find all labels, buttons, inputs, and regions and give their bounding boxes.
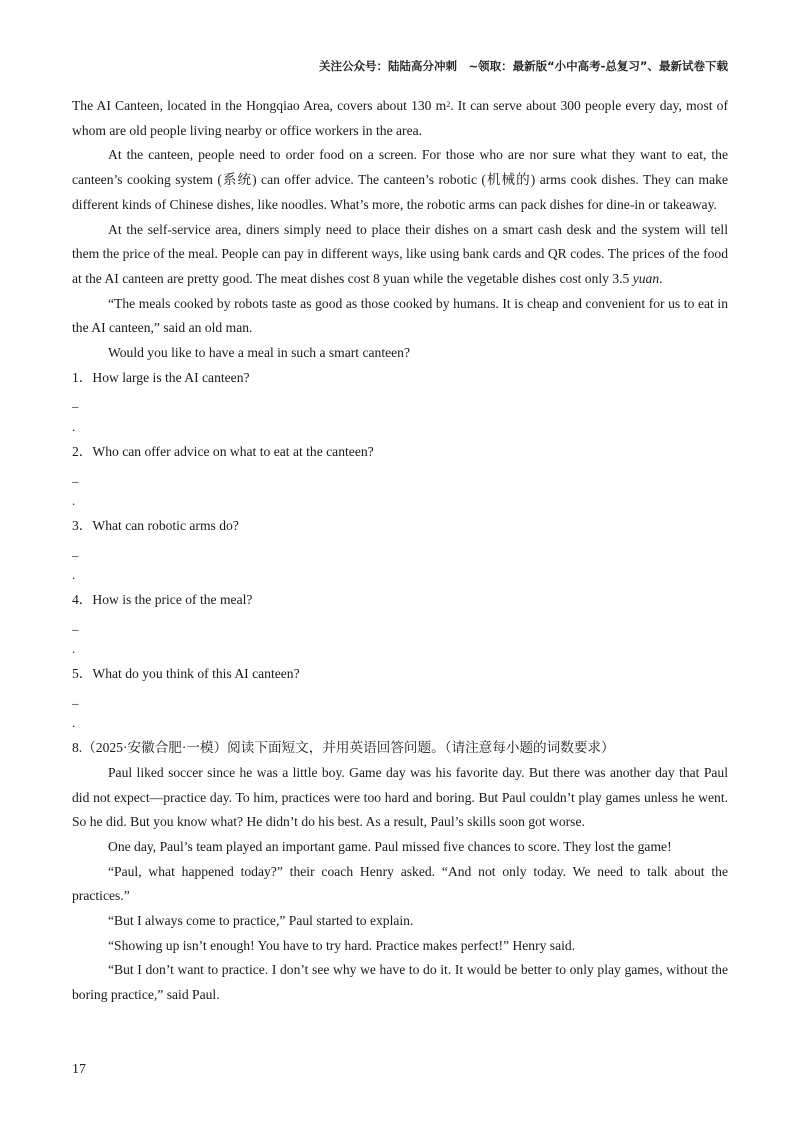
- question-5: [72, 662, 728, 736]
- text-span: At the self-service area, diners simply need to place their dishes on a smart cash desk and the system will tell them the price of the meal. People can pay in different ways, like using bank cards and QR codes. The prices of the food at the AI canteen are pretty good. The meat dishes cost 8 yuan while the vegetable dishes cost only 3.5: [72, 221, 728, 286]
- answer-blank[interactable]: _: [72, 616, 79, 632]
- answer-blank-end: .: [72, 567, 76, 583]
- section-8-paragraph-4: “But I always come to practice,” Paul started to explain.: [108, 913, 414, 929]
- passage-paragraph-5: Would you like to have a meal in such a smart canteen?: [108, 345, 411, 361]
- answer-blank-end: .: [72, 419, 76, 435]
- answer-blank-end: .: [72, 715, 76, 731]
- answer-blank[interactable]: _: [72, 690, 79, 706]
- section-8-paragraph-6: “But I don’t want to practice. I don’t see why we have to do it. It would be better to only play games, without the boring practice,” said Paul.: [72, 962, 728, 1003]
- section-8-paragraph-3: “Paul, what happened today?” their coach Henry asked. “And not only today. We need to talk about the practices.”: [72, 863, 728, 904]
- answer-blank[interactable]: _: [72, 542, 79, 558]
- section-8-paragraph-1: Paul liked soccer since he was a little boy. Game day was his favorite day. But there was another day that Paul did not expect—practice day. To him, practices were too hard and boring. But Paul couldn’t play games unless he went. So he did. But you know what? He didn’t do his best. As a result, Paul’s skills soon got worse.: [72, 764, 728, 830]
- question-4: [72, 588, 728, 662]
- passage-paragraph-3: [72, 218, 728, 292]
- answer-blank[interactable]: _: [72, 468, 79, 484]
- text-span: The AI Canteen, located in the Hongqiao Area, covers about 130 m: [72, 98, 447, 113]
- page-content: [72, 94, 728, 1008]
- answer-blank[interactable]: _: [72, 394, 79, 410]
- passage-paragraph-2: At the canteen, people need to order food on a screen. For those who are nor sure what they want to eat, the canteen’s cooking system (系统) can offer advice. The canteen’s robotic (机械的) arms cook dishes. They can make different kinds of Chinese dishes, like noodles. What’s more, the robotic arms can pack dishes for dine-in or takeaway.: [72, 147, 728, 212]
- question-text: 1．How large is the AI canteen?: [72, 369, 250, 385]
- answer-blank-end: .: [72, 493, 76, 509]
- superscript: 2: [446, 100, 451, 109]
- section-8-paragraph-5: “Showing up isn’t enough! You have to try hard. Practice makes perfect!” Henry said.: [108, 937, 576, 953]
- question-text: 4．How is the price of the meal?: [72, 591, 253, 607]
- italic-text: yuan: [632, 270, 660, 286]
- passage-paragraph-1: [72, 94, 728, 143]
- page-header: 关注公众号：陆陆高分冲刺 ~领取：最新版“小中高考-总复习”、最新试卷下载: [318, 59, 728, 73]
- question-text: 3．What can robotic arms do?: [72, 517, 239, 533]
- question-2: [72, 440, 728, 514]
- question-3: [72, 514, 728, 588]
- text-span: .: [659, 270, 663, 286]
- answer-blank-end: .: [72, 641, 76, 657]
- section-8-paragraph-2: One day, Paul’s team played an important game. Paul missed five chances to score. They lost the game!: [108, 838, 672, 854]
- text-span: . It can serve about 300 people every day, most of whom are old people living nearby or office workers in the area.: [72, 98, 728, 138]
- section-8-heading: 8.（2025·安徽合肥·一模）阅读下面短文，并用英语回答问题。（请注意每小题的词数要求）: [72, 740, 615, 756]
- question-text: 2．Who can offer advice on what to eat at the canteen?: [72, 443, 374, 459]
- passage-paragraph-4: “The meals cooked by robots taste as good as those cooked by humans. It is cheap and convenient for us to eat in the AI canteen,” said an old man.: [72, 295, 728, 336]
- question-text: 5．What do you think of this AI canteen?: [72, 666, 300, 682]
- page-number: 17: [72, 1062, 86, 1077]
- question-1: [72, 366, 728, 440]
